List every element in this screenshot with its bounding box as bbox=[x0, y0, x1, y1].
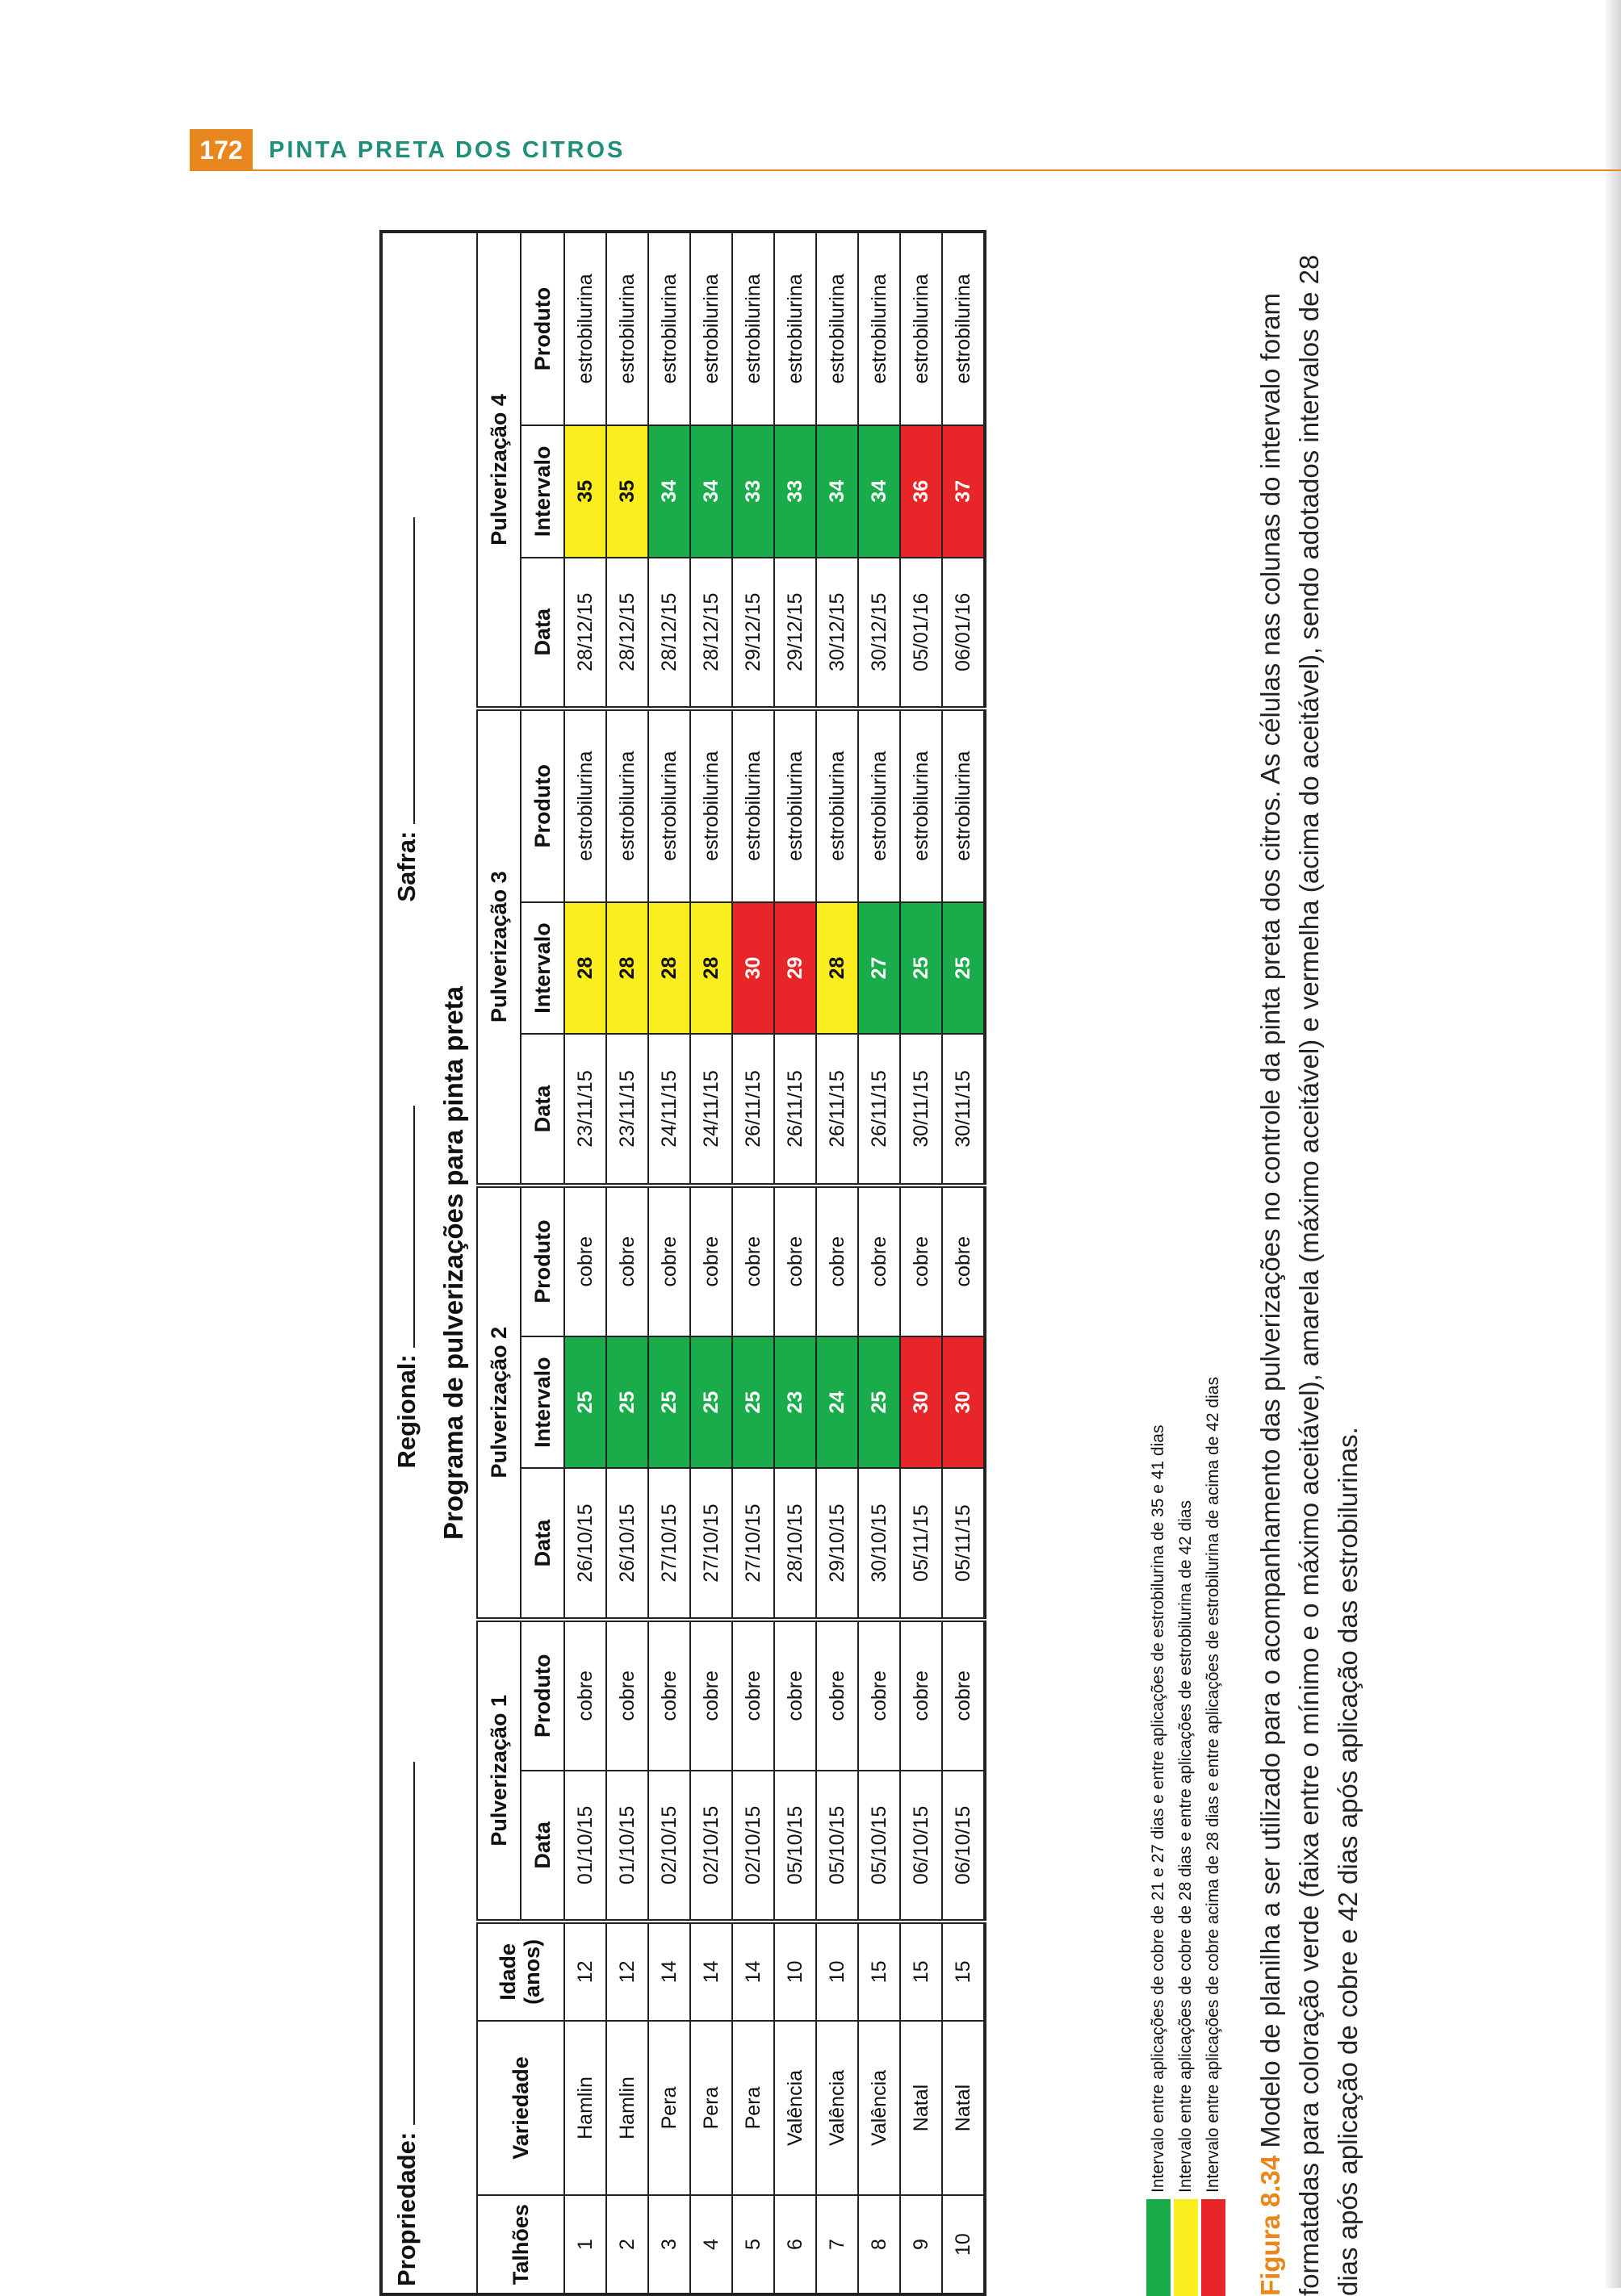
table-row bbox=[732, 232, 774, 2294]
cell-p4-produto: estrobilurina bbox=[858, 232, 900, 425]
cell-p4-intervalo: 34 bbox=[690, 425, 732, 558]
cell-p2-produto: cobre bbox=[942, 1186, 985, 1336]
cell-p1-data: 05/10/15 bbox=[858, 1771, 900, 1922]
cell-p2-intervalo: 30 bbox=[942, 1336, 985, 1469]
cell-idade: 12 bbox=[564, 1922, 606, 2021]
cell-p2-produto: cobre bbox=[732, 1186, 774, 1336]
col-idade-line2: (anos) bbox=[520, 1938, 544, 2005]
table-row bbox=[564, 232, 606, 2294]
cell-p4-intervalo: 37 bbox=[942, 425, 985, 558]
cell-p1-data: 02/10/15 bbox=[648, 1771, 690, 1922]
cell-variedade: Valência bbox=[858, 2021, 900, 2195]
cell-p2-data: 27/10/15 bbox=[648, 1468, 690, 1619]
cell-idade: 14 bbox=[648, 1922, 690, 2021]
cell-p1-produto: cobre bbox=[900, 1620, 942, 1771]
page-header bbox=[190, 129, 1621, 171]
col-talhoes: Talhões bbox=[477, 2195, 564, 2294]
cell-p1-data: 02/10/15 bbox=[732, 1771, 774, 1922]
cell-p3-data: 26/11/15 bbox=[816, 1034, 858, 1185]
cell-p1-produto: cobre bbox=[816, 1620, 858, 1771]
form-fields-row bbox=[381, 232, 431, 2294]
cell-p4-produto: estrobilurina bbox=[606, 232, 648, 425]
cell-p1-data: 02/10/15 bbox=[690, 1771, 732, 1922]
table-row bbox=[858, 232, 900, 2294]
table-title: Programa de pulverizações para pinta preta bbox=[431, 232, 477, 2294]
cell-p4-data: 28/12/15 bbox=[690, 558, 732, 709]
cell-talhao: 3 bbox=[648, 2195, 690, 2294]
cell-p3-produto: estrobilurina bbox=[858, 709, 900, 902]
cell-p4-produto: estrobilurina bbox=[774, 232, 816, 425]
legend-text: Intervalo entre aplicações de cobre de 21 e 27 dias e entre aplicações de estrobilurina de 35 e 41 dias bbox=[1149, 1424, 1167, 2193]
cell-p2-intervalo: 25 bbox=[606, 1336, 648, 1469]
cell-p4-intervalo: 34 bbox=[816, 425, 858, 558]
propriedade-field[interactable] bbox=[392, 1762, 415, 2125]
propriedade-label: Propriedade: bbox=[392, 2131, 421, 2286]
cell-p4-produto: estrobilurina bbox=[942, 232, 985, 425]
cell-p4-data: 28/12/15 bbox=[648, 558, 690, 709]
cell-p3-produto: estrobilurina bbox=[648, 709, 690, 902]
cell-p2-intervalo: 25 bbox=[690, 1336, 732, 1469]
cell-talhao: 2 bbox=[606, 2195, 648, 2294]
cell-idade: 15 bbox=[900, 1922, 942, 2021]
cell-p4-intervalo: 34 bbox=[648, 425, 690, 558]
cell-p1-produto: cobre bbox=[732, 1620, 774, 1771]
cell-p1-produto: cobre bbox=[606, 1620, 648, 1771]
cell-p3-intervalo: 29 bbox=[774, 902, 816, 1035]
figure-label: Figura 8.34 bbox=[1255, 2155, 1285, 2296]
cell-p3-intervalo: 25 bbox=[900, 902, 942, 1035]
cell-variedade: Valência bbox=[774, 2021, 816, 2195]
cell-p1-produto: cobre bbox=[858, 1620, 900, 1771]
cell-p2-intervalo: 30 bbox=[900, 1336, 942, 1469]
cell-p2-data: 28/10/15 bbox=[774, 1468, 816, 1619]
cell-p1-produto: cobre bbox=[648, 1620, 690, 1771]
table-row bbox=[606, 232, 648, 2294]
sub-intervalo: Intervalo bbox=[521, 902, 564, 1035]
cell-p3-produto: estrobilurina bbox=[774, 709, 816, 902]
safra-field[interactable] bbox=[392, 517, 415, 824]
cell-p1-data: 06/10/15 bbox=[900, 1771, 942, 1922]
cell-p2-data: 05/11/15 bbox=[942, 1468, 985, 1619]
cell-p4-intervalo: 34 bbox=[858, 425, 900, 558]
cell-p3-produto: estrobilurina bbox=[816, 709, 858, 902]
cell-p2-intervalo: 24 bbox=[816, 1336, 858, 1469]
table-row bbox=[816, 232, 858, 2294]
cell-p2-data: 27/10/15 bbox=[732, 1468, 774, 1619]
sub-data: Data bbox=[521, 1034, 564, 1185]
cell-p2-data: 29/10/15 bbox=[816, 1468, 858, 1619]
cell-p4-produto: estrobilurina bbox=[648, 232, 690, 425]
cell-p3-data: 24/11/15 bbox=[648, 1034, 690, 1185]
cell-p2-data: 26/10/15 bbox=[606, 1468, 648, 1619]
legend-text: Intervalo entre aplicações de cobre acima de 28 dias e entre aplicações de estrobilurina de acima de 42 dias bbox=[1204, 1377, 1222, 2193]
sub-produto: Produto bbox=[521, 232, 564, 425]
sub-produto: Produto bbox=[521, 1620, 564, 1771]
table-row bbox=[900, 232, 942, 2294]
cell-talhao: 5 bbox=[732, 2195, 774, 2294]
group-header-row bbox=[477, 232, 521, 2294]
cell-talhao: 10 bbox=[942, 2195, 985, 2294]
cell-p3-produto: estrobilurina bbox=[606, 709, 648, 902]
cell-p4-data: 30/12/15 bbox=[816, 558, 858, 709]
color-legend bbox=[1146, 1166, 1229, 2296]
cell-variedade: Pera bbox=[732, 2021, 774, 2195]
cell-p2-produto: cobre bbox=[816, 1186, 858, 1336]
cell-p1-data: 05/10/15 bbox=[816, 1771, 858, 1922]
cell-p3-data: 24/11/15 bbox=[690, 1034, 732, 1185]
sub-intervalo: Intervalo bbox=[521, 1336, 564, 1469]
sub-data: Data bbox=[521, 1468, 564, 1619]
cell-p2-produto: cobre bbox=[606, 1186, 648, 1336]
cell-p3-data: 26/11/15 bbox=[774, 1034, 816, 1185]
cell-talhao: 7 bbox=[816, 2195, 858, 2294]
cell-p3-data: 26/11/15 bbox=[732, 1034, 774, 1185]
table-title-row bbox=[431, 232, 477, 2294]
cell-p2-data: 27/10/15 bbox=[690, 1468, 732, 1619]
cell-p2-intervalo: 23 bbox=[774, 1336, 816, 1469]
legend-swatch bbox=[1174, 2199, 1198, 2296]
legend-item bbox=[1174, 1166, 1198, 2296]
legend-item bbox=[1146, 1166, 1171, 2296]
sub-intervalo: Intervalo bbox=[521, 425, 564, 558]
col-idade bbox=[477, 1922, 564, 2021]
group-pulverizacao-4: Pulverização 4 bbox=[477, 232, 521, 709]
cell-p1-data: 01/10/15 bbox=[606, 1771, 648, 1922]
cell-p2-produto: cobre bbox=[858, 1186, 900, 1336]
cell-p1-produto: cobre bbox=[564, 1620, 606, 1771]
spray-program-table bbox=[379, 230, 986, 2296]
cell-p2-data: 05/11/15 bbox=[900, 1468, 942, 1619]
cell-p4-data: 28/12/15 bbox=[606, 558, 648, 709]
cell-idade: 14 bbox=[732, 1922, 774, 2021]
cell-idade: 12 bbox=[606, 1922, 648, 2021]
cell-variedade: Hamlin bbox=[606, 2021, 648, 2195]
cell-p4-data: 29/12/15 bbox=[732, 558, 774, 709]
cell-talhao: 4 bbox=[690, 2195, 732, 2294]
figure-caption-text: Modelo de planilha a ser utilizado para o acompanhamento das pulverizações no controle da pinta preta dos citros. As células nas colunas do intervalo foram formatadas para coloração verde (faixa entre o mínimo e o máximo aceitável), amarela (máximo aceitável) e vermelha (acima do aceitável), sendo adotados intervalos de 28 dias após aplicação de cobre e 42 dias após aplicação das estrobilurinas. bbox=[1255, 254, 1363, 2296]
cell-p2-intervalo: 25 bbox=[732, 1336, 774, 1469]
legend-swatch bbox=[1146, 2199, 1171, 2296]
cell-p4-intervalo: 33 bbox=[774, 425, 816, 558]
cell-p1-data: 06/10/15 bbox=[942, 1771, 985, 1922]
cell-p4-produto: estrobilurina bbox=[816, 232, 858, 425]
cell-p3-produto: estrobilurina bbox=[732, 709, 774, 902]
sub-produto: Produto bbox=[521, 709, 564, 902]
page-edge-shadow bbox=[1603, 0, 1621, 2288]
cell-variedade: Pera bbox=[690, 2021, 732, 2195]
sub-data: Data bbox=[521, 1771, 564, 1922]
cell-p2-produto: cobre bbox=[564, 1186, 606, 1336]
cell-p3-data: 30/11/15 bbox=[900, 1034, 942, 1185]
rotated-figure bbox=[379, 230, 1363, 2296]
legend-text: Intervalo entre aplicações de cobre de 28 dias e entre aplicações de estrobilurina de 42 dias bbox=[1176, 1499, 1195, 2193]
cell-p2-intervalo: 25 bbox=[648, 1336, 690, 1469]
cell-p1-produto: cobre bbox=[942, 1620, 985, 1771]
cell-talhao: 6 bbox=[774, 2195, 816, 2294]
table-row bbox=[942, 232, 985, 2294]
cell-p2-intervalo: 25 bbox=[858, 1336, 900, 1469]
cell-p1-data: 05/10/15 bbox=[774, 1771, 816, 1922]
safra-label: Safra: bbox=[392, 830, 421, 902]
cell-p2-produto: cobre bbox=[774, 1186, 816, 1336]
table-row bbox=[690, 232, 732, 2294]
cell-p2-data: 30/10/15 bbox=[858, 1468, 900, 1619]
cell-p2-produto: cobre bbox=[900, 1186, 942, 1336]
table-row bbox=[774, 232, 816, 2294]
cell-p4-data: 30/12/15 bbox=[858, 558, 900, 709]
cell-p3-intervalo: 28 bbox=[690, 902, 732, 1035]
col-variedade: Variedade bbox=[477, 2021, 564, 2195]
cell-idade: 10 bbox=[816, 1922, 858, 2021]
cell-variedade: Pera bbox=[648, 2021, 690, 2195]
cell-idade: 15 bbox=[942, 1922, 985, 2021]
chapter-title: PINTA PRETA DOS CITROS bbox=[269, 137, 626, 163]
cell-variedade: Natal bbox=[942, 2021, 985, 2195]
cell-p4-data: 29/12/15 bbox=[774, 558, 816, 709]
cell-p3-produto: estrobilurina bbox=[690, 709, 732, 902]
cell-p4-data: 06/01/16 bbox=[942, 558, 985, 709]
legend-swatch bbox=[1201, 2199, 1225, 2296]
cell-p4-produto: estrobilurina bbox=[690, 232, 732, 425]
cell-p2-data: 26/10/15 bbox=[564, 1468, 606, 1619]
cell-p3-intervalo: 28 bbox=[816, 902, 858, 1035]
cell-idade: 10 bbox=[774, 1922, 816, 2021]
header-rule bbox=[253, 169, 1621, 171]
sub-produto: Produto bbox=[521, 1186, 564, 1336]
cell-p4-produto: estrobilurina bbox=[564, 232, 606, 425]
cell-p3-produto: estrobilurina bbox=[900, 709, 942, 902]
cell-variedade: Natal bbox=[900, 2021, 942, 2195]
regional-label: Regional: bbox=[392, 1354, 421, 1469]
group-pulverizacao-2: Pulverização 2 bbox=[477, 1186, 521, 1620]
regional-field[interactable] bbox=[392, 1106, 415, 1348]
cell-variedade: Valência bbox=[816, 2021, 858, 2195]
cell-p4-data: 28/12/15 bbox=[564, 558, 606, 709]
cell-p4-intervalo: 33 bbox=[732, 425, 774, 558]
cell-p3-intervalo: 27 bbox=[858, 902, 900, 1035]
cell-p2-produto: cobre bbox=[648, 1186, 690, 1336]
cell-idade: 14 bbox=[690, 1922, 732, 2021]
cell-idade: 15 bbox=[858, 1922, 900, 2021]
col-idade-line1: Idade bbox=[496, 1943, 521, 2001]
cell-p1-produto: cobre bbox=[690, 1620, 732, 1771]
group-pulverizacao-1: Pulverização 1 bbox=[477, 1620, 521, 1922]
cell-p4-intervalo: 36 bbox=[900, 425, 942, 558]
cell-p4-produto: estrobilurina bbox=[732, 232, 774, 425]
figure-caption bbox=[1251, 230, 1368, 2296]
table-row bbox=[648, 232, 690, 2294]
cell-p2-produto: cobre bbox=[690, 1186, 732, 1336]
cell-p4-data: 05/01/16 bbox=[900, 558, 942, 709]
cell-p3-intervalo: 25 bbox=[942, 902, 985, 1035]
cell-p3-data: 26/11/15 bbox=[858, 1034, 900, 1185]
cell-p1-produto: cobre bbox=[774, 1620, 816, 1771]
cell-talhao: 1 bbox=[564, 2195, 606, 2294]
cell-p1-data: 01/10/15 bbox=[564, 1771, 606, 1922]
cell-talhao: 8 bbox=[858, 2195, 900, 2294]
cell-p3-intervalo: 28 bbox=[564, 902, 606, 1035]
cell-p3-intervalo: 28 bbox=[606, 902, 648, 1035]
group-pulverizacao-3: Pulverização 3 bbox=[477, 709, 521, 1186]
cell-p3-produto: estrobilurina bbox=[942, 709, 985, 902]
cell-p3-data: 30/11/15 bbox=[942, 1034, 985, 1185]
cell-p3-data: 23/11/15 bbox=[564, 1034, 606, 1185]
cell-p3-produto: estrobilurina bbox=[564, 709, 606, 902]
cell-p4-intervalo: 35 bbox=[564, 425, 606, 558]
page-number: 172 bbox=[190, 129, 253, 171]
cell-p4-produto: estrobilurina bbox=[900, 232, 942, 425]
cell-p2-intervalo: 25 bbox=[564, 1336, 606, 1469]
cell-p3-intervalo: 30 bbox=[732, 902, 774, 1035]
cell-variedade: Hamlin bbox=[564, 2021, 606, 2195]
cell-p3-intervalo: 28 bbox=[648, 902, 690, 1035]
cell-p4-intervalo: 35 bbox=[606, 425, 648, 558]
sub-data: Data bbox=[521, 558, 564, 709]
cell-talhao: 9 bbox=[900, 2195, 942, 2294]
legend-item bbox=[1201, 1166, 1225, 2296]
cell-p3-data: 23/11/15 bbox=[606, 1034, 648, 1185]
